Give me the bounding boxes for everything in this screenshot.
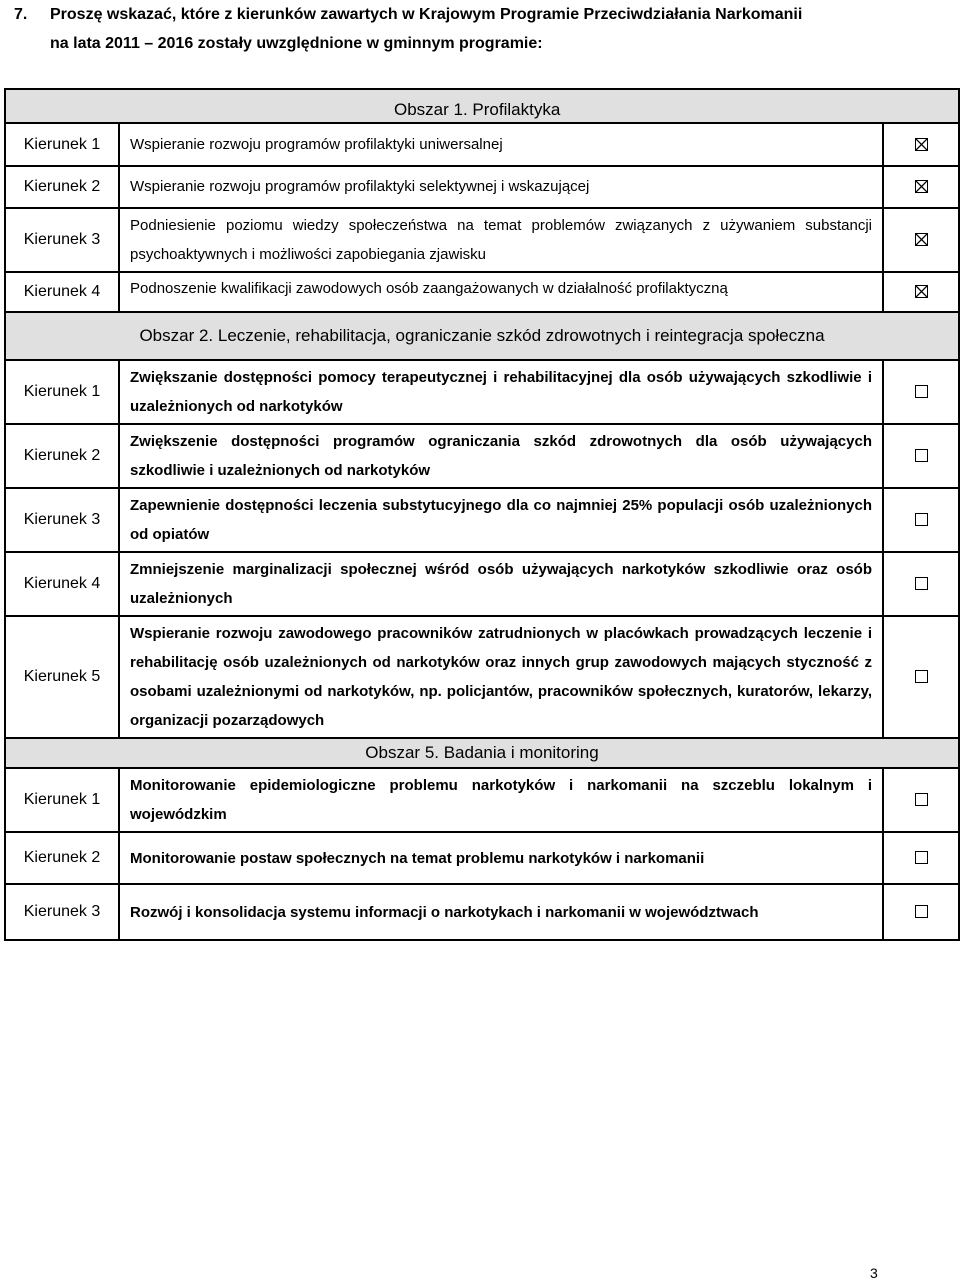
checkbox-cell [883,166,959,208]
checked-checkbox-icon[interactable] [915,285,928,298]
direction-text: Wspieranie rozwoju zawodowego pracowników zatrudnionych w placówkach prowadzących leczenie i rehabilitację osób uzależnionych od narkotyków oraz innych grup zawodowych mających styczność z osobami uzależnionymi od narkotyków, np. policjantów, pracowników społecznych, kuratorów, lekarzy, organizacji pozarządowych [119,616,883,738]
checkbox-icon[interactable] [915,513,928,526]
direction-label: Kierunek 3 [5,208,119,272]
question-number: 7. [14,6,28,23]
table-row [5,552,959,616]
area-5-title: Obszar 5. Badania i monitoring [5,738,959,768]
direction-label: Kierunek 2 [5,166,119,208]
table-row [5,272,959,312]
direction-label: Kierunek 3 [5,488,119,552]
directions-table [4,88,960,941]
direction-text: Zapewnienie dostępności leczenia substytucyjnego dla co najmniej 25% populacji osób uzależnionych od opiatów [119,488,883,552]
direction-text: Rozwój i konsolidacja systemu informacji o narkotykach i narkomanii w województwach [119,884,883,940]
direction-text: Monitorowanie postaw społecznych na temat problemu narkotyków i narkomanii [119,832,883,884]
direction-label: Kierunek 1 [5,123,119,166]
direction-label: Kierunek 3 [5,884,119,940]
table-row [5,488,959,552]
checkbox-cell [883,832,959,884]
checkbox-icon[interactable] [915,851,928,864]
checkbox-cell [883,488,959,552]
checkbox-cell [883,208,959,272]
checkbox-icon[interactable] [915,905,928,918]
table-row [5,424,959,488]
checked-checkbox-icon[interactable] [915,138,928,151]
table-row [5,884,959,940]
direction-label: Kierunek 1 [5,360,119,424]
checkbox-cell [883,123,959,166]
direction-label: Kierunek 5 [5,616,119,738]
checkbox-icon[interactable] [915,577,928,590]
checkbox-cell [883,884,959,940]
table-row [5,616,959,738]
page-number: 3 [870,1265,878,1281]
table-row [5,832,959,884]
checked-checkbox-icon[interactable] [915,233,928,246]
checkbox-cell [883,360,959,424]
direction-text: Monitorowanie epidemiologiczne problemu narkotyków i narkomanii na szczeblu lokalnym i wojewódzkim [119,768,883,832]
checkbox-icon[interactable] [915,793,928,806]
area-2-title: Obszar 2. Leczenie, rehabilitacja, ograniczanie szkód zdrowotnych i reintegracja społeczna [5,312,959,360]
question-line-2: na lata 2011 – 2016 zostały uwzględnione w gminnym programie: [50,35,543,52]
checkbox-cell [883,552,959,616]
checkbox-cell [883,272,959,312]
table-row [5,166,959,208]
direction-text: Zwiększanie dostępności pomocy terapeutycznej i rehabilitacyjnej dla osób używających szkodliwie i uzależnionych od narkotyków [119,360,883,424]
direction-text: Podnoszenie kwalifikacji zawodowych osób zaangażowanych w działalność profilaktyczną [119,272,883,312]
direction-label: Kierunek 2 [5,424,119,488]
table-row [5,208,959,272]
table-row [5,123,959,166]
checkbox-cell [883,616,959,738]
direction-label: Kierunek 4 [5,272,119,312]
direction-text: Wspieranie rozwoju programów profilaktyki selektywnej i wskazującej [119,166,883,208]
area-1-title: Obszar 1. Profilaktyka [5,89,959,123]
checkbox-cell [883,768,959,832]
direction-label: Kierunek 2 [5,832,119,884]
table-row [5,360,959,424]
direction-text: Zmniejszenie marginalizacji społecznej wśród osób używających narkotyków szkodliwie oraz osób uzależnionych [119,552,883,616]
direction-label: Kierunek 1 [5,768,119,832]
checkbox-icon[interactable] [915,449,928,462]
direction-text: Wspieranie rozwoju programów profilaktyki uniwersalnej [119,123,883,166]
checked-checkbox-icon[interactable] [915,180,928,193]
checkbox-cell [883,424,959,488]
direction-text: Podniesienie poziomu wiedzy społeczeństwa na temat problemów związanych z używaniem substancji psychoaktywnych i możliwości zapobiegania zjawisku [119,208,883,272]
question-line-1: Proszę wskazać, które z kierunków zawartych w Krajowym Programie Przeciwdziałania Narkomanii [50,6,803,23]
table-row [5,768,959,832]
direction-text: Zwiększenie dostępności programów ograniczania szkód zdrowotnych dla osób używających szkodliwie i uzależnionych od narkotyków [119,424,883,488]
checkbox-icon[interactable] [915,385,928,398]
direction-label: Kierunek 4 [5,552,119,616]
question-text [50,0,910,58]
checkbox-icon[interactable] [915,670,928,683]
